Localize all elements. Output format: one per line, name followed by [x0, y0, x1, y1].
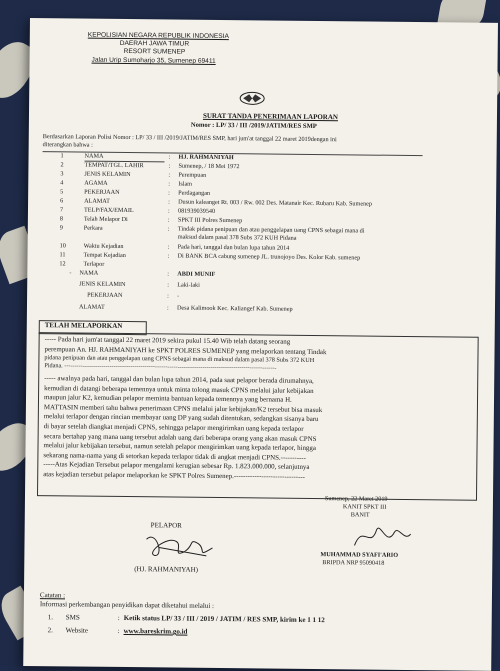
document-number: Nomor : LP/ 33 / III /2019/JATIM/RES SMP — [190, 121, 317, 131]
field-row: 4 AGAMA : Islam — [60, 179, 193, 188]
police-report-document — [23, 18, 498, 671]
notes-line: Informasi perkembangan penyidikan dapat diketahui melalui : — [39, 600, 215, 610]
header-line-1: KEPOLISIAN NEGARA REPUBLIK INDONESIA — [87, 31, 229, 41]
field-row: 8 Telah Melapor Di : SPKT III Polres Sumenep — [59, 215, 243, 225]
terlapor-row: JENIS KELAMIN : Laki-laki — [79, 280, 200, 289]
report-paragraph-1: ----- Pada hari jum'at tanggal 22 maret 2019 sekira pukul 15.40 Wib telah datang seorang perempuan An. HJ. RAHMANIYAH ke SPKT POLRES SUMENEP yang melaporkan tentang Tindak pidana penipuan dan atau penggelapan uang CPNS sebagai mana di maksud dalam pasal 378 Subs 372 KUH Pidana. ------------------------------------------------------------------------------------------------------- — [44, 336, 327, 372]
police-emblem-icon — [239, 90, 265, 106]
website-link[interactable]: www.bareskrim.go.id — [123, 627, 188, 636]
header-line-3: RESORT SUMENEP — [123, 47, 186, 56]
field-row: 2 TEMPAT/TGL. LAHIR : Sumenep, / 18 Mei 1972 — [60, 161, 240, 171]
field-row: 7 TELP/FAX/EMAIL : 081939039540 — [59, 206, 216, 215]
header-line-2: DAERAH JAWA TIMUR — [119, 39, 190, 48]
intro-line-1: Berdasarkan Laporan Polisi Nomor : LP/ 33 / III /2019/JATIM/RES SMP, hari jum'at tanggal 22 maret 2019dengan ini — [42, 133, 337, 144]
field-row: 11 Tempat Kejadian : Di BANK BCA cabung sumenep JL. trunojoyo Des. Kolor Kab. sumenep — [59, 251, 361, 262]
intro-line-2: diterangkan bahwa : — [42, 141, 93, 149]
officer-rank: BRIPDA NRP 95090418 — [322, 559, 385, 567]
sign-place-date: Sumenep, 22 Maret 2019 — [324, 495, 388, 503]
field-row: 1 NAMA : HJ. RAHMANIYAH — [60, 152, 234, 162]
field-row: 3 JENIS KELAMIN : Perempuan — [60, 170, 207, 179]
reporter-label: PELAPOR — [150, 521, 182, 530]
reporter-signature — [136, 527, 226, 568]
field-row: maksud dalam pasal 378 Subs 372 KUH Pidana — [177, 233, 297, 242]
field-row: 12 Terlapor — [59, 260, 105, 268]
notes-sms-row: 1. SMS : Ketik status LP/ 33 / III / 2019 / JATIM / RES SMP, kirim ke 1 1 12 — [47, 613, 325, 625]
field-row: 5 PEKERJAAN : Perdagangan — [60, 188, 211, 197]
terlapor-row: PEKERJAAN : - — [87, 291, 180, 300]
officer-signature — [346, 519, 416, 554]
document-title: SURAT TANDA PENERIMAAN LAPORAN — [202, 111, 339, 122]
header-address: Jalan Urip Sumoharjo 35, Sumenep 69411 — [91, 56, 216, 65]
report-paragraph-2: ----- awalnya pada hari, tanggal dan bulan lupa tahun 2014, pada saat pelapor berada dirumahnya, kemudian di datangi beberapa temennya untuk minta tolong masuk CPNS melalui jalur kebijakan maupun jalur K2, kemudian pelapor meminta bantuan kepada temennya yang bernama H. MATTASIN memberi tahu bahwa penerimaan CPNS melalui jalur kebijakan/K2 tersebut bisa masuk melalui terlapor dengan rincian membayar uang DP yang sudah ditentukan, sedangkan sisanya baru di bayar setelah diangkat menjadi CPNS, sehingga pelapor mengirimkan uang kepada terlapor secara bertahap yang mana uang tersebut adalah uang dari beberapa orang yang akan masuk CPNS melalui jalur kebijakan tersebut, namun setelah pelapor mengirimkan uang kepada terlapor, hingga sekarang nama-nama yang di setorkan kepada terlapor tidak di angkat menjadi CPNS.----------- -----Atas Kejadian Tersebut pelapor mengalami kerugian sebesar Rp. 1.823.000.000, selanjutnya atas kejadian tersebut pelapor melaporkan ke SPKT Polres Sumenep.------------------------------- — [43, 375, 323, 481]
notes-heading: Catatan : — [39, 591, 66, 600]
field-row: 10 Waktu Kejadian : Pada hari, tanggal dan bulan lupa tahun 2014 — [59, 242, 290, 252]
notes-website-row: 2. Website : www.bareskrim.go.id — [47, 626, 188, 636]
field-row: 6 ALAMAT : Dusun kaleanget Rt. 003 / Rw. 002 Des. Matanair Kec. Rubaru Kab. Sumenep — [60, 197, 373, 208]
field-row: 9 Perkara : Tindak pidana penipuan dan atau penggelapan uang CPNS sebagai mana di — [59, 224, 365, 235]
terlapor-row: - NAMA : ABDI MUNIF — [69, 269, 216, 278]
terlapor-row: ALAMAT : Desa Kalimook Kec. Kaliangef Kab. Sumenep — [78, 303, 293, 313]
sign-unit-2: BANIT — [350, 511, 370, 519]
sign-unit-1: KANIT SPKT III — [342, 503, 387, 511]
officer-name: MUHAMMAD SYAFI'ARIO — [320, 551, 399, 559]
reporter-name: (HJ. RAHMANIYAH) — [134, 565, 199, 574]
report-heading: TELAH MELAPORKAN — [44, 321, 123, 330]
